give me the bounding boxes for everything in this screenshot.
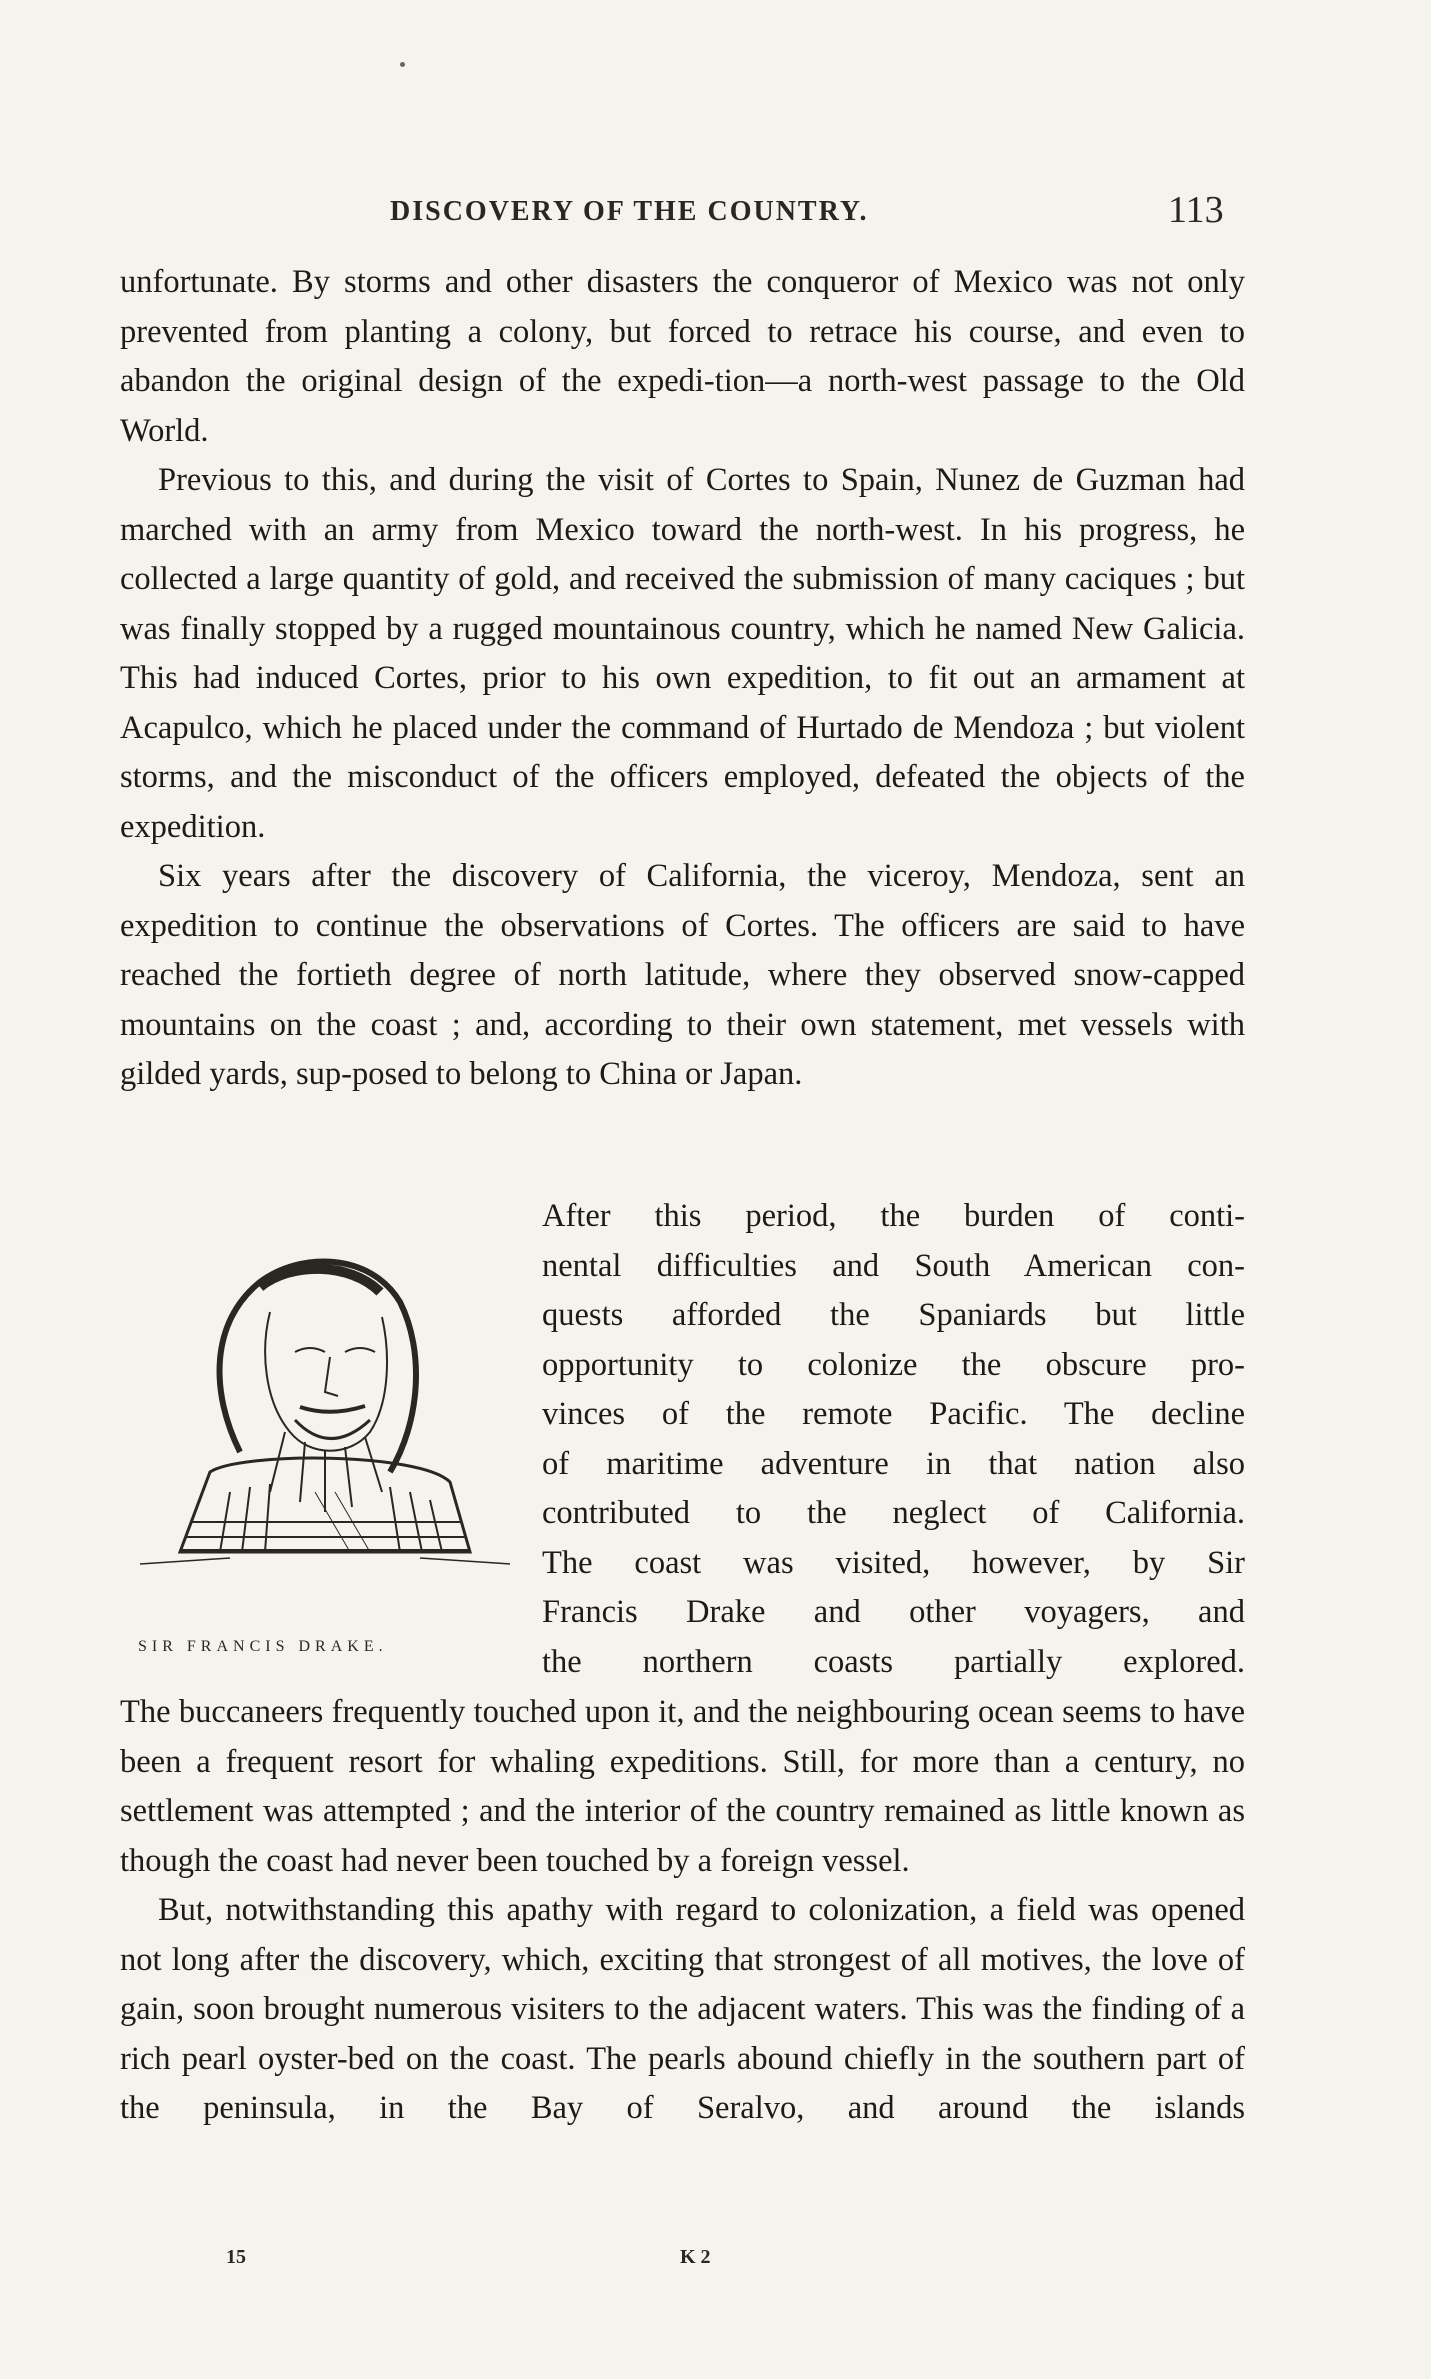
paragraph: Six years after the discovery of California, the viceroy, Mendoza, sent an expedition to continue the observations of Cortes. The officers are said to have reached the fortieth degree of north latitude, where they observed snow-capped mountains on the coast ; and, according to their own statement, met vessels with gilded yards, sup-posed to belong to China or Japan. — [120, 858, 1245, 1092]
text-line: The coast was visited, however, by Sir — [542, 1544, 1245, 1581]
ink-speck — [400, 62, 405, 67]
text-line: nental difficulties and South American con- — [542, 1247, 1245, 1284]
text-line: of maritime adventure in that nation also — [542, 1445, 1245, 1482]
page-number: 113 — [1168, 189, 1224, 231]
top-text-block — [120, 258, 1245, 1100]
running-head — [0, 188, 1431, 238]
figure-caption: SIR FRANCIS DRAKE. — [138, 1638, 388, 1655]
paragraph: But, notwithstanding this apathy with regard to colonization, a field was opened not long after the discovery, which, exciting that strongest of all motives, the love of gain, soon brought numerous visiters to the adjacent waters. This was the finding of a rich pearl oyster-bed on the coast. The pearls abound chiefly in the southern part of the peninsula, in the Bay of Seralvo, and around the islands — [120, 1892, 1245, 2126]
text-line: quests afforded the Spaniards but little — [542, 1297, 1245, 1333]
paragraph: The buccaneers frequently touched upon it, and the neighbouring ocean seems to have been a frequent resort for whaling expeditions. Still, for more than a century, no settlement was attempted ; and the interior of the country remained as little known as though the coast had never been touched by a foreign vessel. — [120, 1694, 1245, 1879]
running-title: DISCOVERY OF THE COUNTRY. — [390, 196, 869, 227]
signature-mark: K 2 — [680, 2246, 711, 2268]
drake-portrait-illustration — [120, 1192, 530, 1632]
bottom-text-block — [120, 1688, 1245, 2134]
text-line: contributed to the neglect of California. — [542, 1495, 1245, 1531]
text-line: opportunity to colonize the obscure pro- — [542, 1346, 1245, 1383]
text-line: the northern coasts partially explored. — [542, 1643, 1245, 1680]
text-line: Francis Drake and other voyagers, and — [542, 1594, 1245, 1630]
portrait-figure — [120, 1192, 530, 1692]
text-line: vinces of the remote Pacific. The decline — [542, 1396, 1245, 1432]
signature-number: 15 — [226, 2246, 246, 2268]
paragraph: Previous to this, and during the visit of Cortes to Spain, Nunez de Guzman had marched with an army from Mexico toward the north-west. In his progress, he collected a large quantity of gold, and received the submission of many caciques ; but was finally stopped by a rugged mountainous country, which he named New Galicia. This had induced Cortes, prior to his own expedition, to fit out an armament at Acapulco, which he placed under the command of Hurtado de Mendoza ; but violent storms, and the misconduct of the officers employed, defeated the objects of the expedition. — [120, 462, 1245, 845]
paragraph: unfortunate. By storms and other disasters the conqueror of Mexico was not only prevented from planting a colony, but forced to retrace his course, and even to abandon the original design of the expedi-tion—a north-west passage to the Old World. — [120, 264, 1245, 449]
text-line: After this period, the burden of conti- — [542, 1198, 1245, 1234]
wrapped-text-beside-figure — [542, 1192, 1245, 1687]
